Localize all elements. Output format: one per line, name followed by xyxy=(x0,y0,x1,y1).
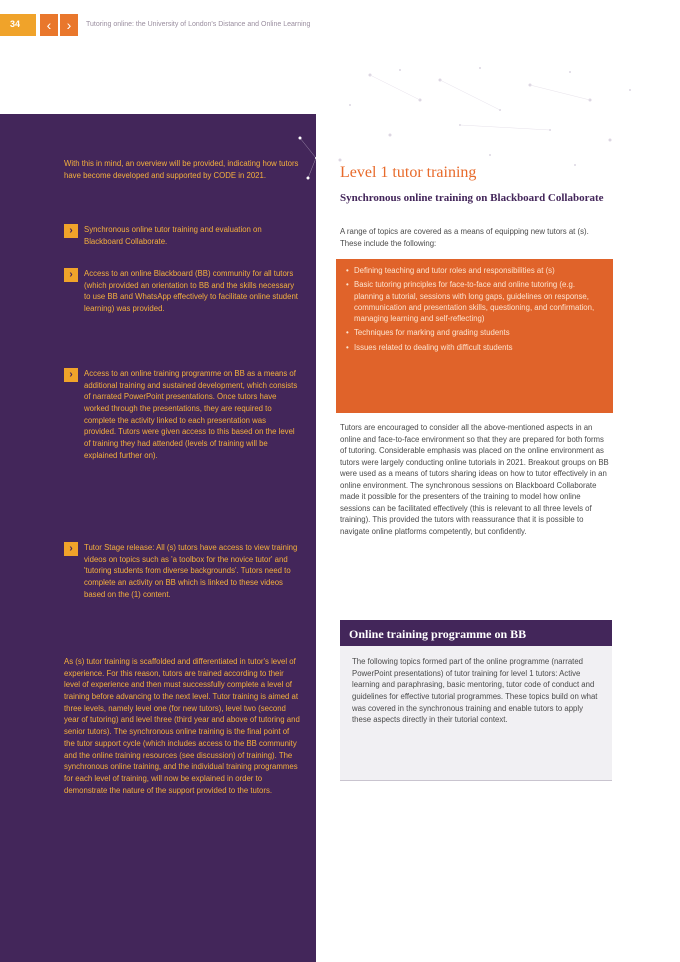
callout-text: The following topics formed part of the online programme (narrated PowerPoint presentations) of tutor training for level 1 tutors: Active learning and paraphrasing, basic mentoring, tutor code of conduct and guidelines for effective tutorial programmes. These topics build on what was covered in the synchronous training and enable tutors to apply these aspects directly in their tutorial context. xyxy=(352,657,598,725)
support-item xyxy=(64,368,300,462)
topic-item: • Basic tutoring principles for face-to-face and online tutoring (e.g. planning a tutorial, sessions with long gaps, guidelines on response, communication and presentation skills, questioning, and confirmation, managing learning and self-reflecting) xyxy=(354,279,603,324)
page-number: 34 xyxy=(10,19,21,29)
outro-paragraph: As (s) tutor training is scaffolded and differentiated in tutor's level of experience. For this reason, tutors are trained according to their level of experience and then must successfully complete a level of training before advancing to the next level. Tutor training is aimed at three levels, namely level one (for new tutors), level two (second year of tutoring) and level three (third year and above of tutoring and senior tutors). The synchronous online training is the final point of the tutor support cycle (which includes access to the BB community and the online training resources (see discussion) of training). The synchronous online training, and the individual training programmes for each level of training, will now be explained in order to demonstrate the nature of the support provided to the tutors. xyxy=(64,657,300,795)
callout-box xyxy=(340,646,612,781)
section-heading: Level 1 tutor training xyxy=(340,164,477,181)
topic-item: • Techniques for marking and grading students xyxy=(354,327,603,338)
support-item xyxy=(64,542,300,600)
support-item-text: Access to an online training programme on BB as a means of additional training and sustained development, which consists of narrated PowerPoint presentations. Once tutors have worked through the presentations, they are required to complete the activity linked to each presentation was provided. Tutors were given access to this based on the level of training they had attended (levels of training will be explained further on). xyxy=(84,369,298,460)
topic-item: • Issues related to dealing with difficult students xyxy=(354,342,603,353)
arrow-right-icon: › xyxy=(64,268,78,282)
chevron-right-icon: › xyxy=(66,17,72,33)
arrow-right-icon: › xyxy=(64,542,78,556)
support-item xyxy=(64,268,300,315)
callout-title-bar xyxy=(340,620,612,646)
arrow-right-icon: › xyxy=(64,368,78,382)
callout-title: Online training programme on BB xyxy=(349,627,527,641)
support-item-text: Access to an online Blackboard (BB) community for all tutors (which provided an orientation to BB and the skills necessary to use BB and WhatsApp effectively to facilitate online student learning) was provided. xyxy=(84,269,298,314)
lead-paragraph: A range of topics are covered as a means of equipping new tutors at (s). These include the following: xyxy=(340,227,589,248)
chevron-left-icon: ‹ xyxy=(46,17,52,33)
previous-page-button[interactable] xyxy=(40,14,58,36)
topic-item: • Defining teaching and tutor roles and responsibilities at (s) xyxy=(354,265,603,276)
running-header: Tutoring online: the University of London's Distance and Online Learning xyxy=(86,21,311,28)
intro-paragraph: With this in mind, an overview will be provided, indicating how tutors have become developed and supported by CODE in 2021. xyxy=(64,159,299,180)
body-paragraph: Tutors are encouraged to consider all the above-mentioned aspects in an online and face-to-face environment so that they are prepared for both forms of tutoring. Considerable emphasis was placed on the online environment as tutors were largely conducting online tutorials in 2021. Breakout groups on BB were used as a means of tutors sharing ideas on how to tutor effectively in an online environment. The synchronous sessions on Blackboard Collaborate made it possible for the presenters of the training to model how online sessions can be facilitated effectively (this is relevant to all three levels of training). This provided the tutors with reassurance that it is possible to navigate online platforms competently, but confidently. xyxy=(340,423,609,536)
section-subheading: Synchronous online training on Blackboard Collaborate xyxy=(340,192,604,204)
support-item xyxy=(64,224,300,247)
topics-list xyxy=(336,259,613,353)
topics-box xyxy=(336,259,613,413)
support-item-text: Synchronous online tutor training and evaluation on Blackboard Collaborate. xyxy=(84,225,262,246)
next-page-button[interactable] xyxy=(60,14,78,36)
support-item-text: Tutor Stage release: All (s) tutors have access to view training videos on topics such as 'a toolbox for the novice tutor' and 'tutoring students from diverse backgrounds'. Tutors need to complete an activity on BB which is linked to these videos based on the (1) content. xyxy=(84,543,298,599)
arrow-right-icon: › xyxy=(64,224,78,238)
